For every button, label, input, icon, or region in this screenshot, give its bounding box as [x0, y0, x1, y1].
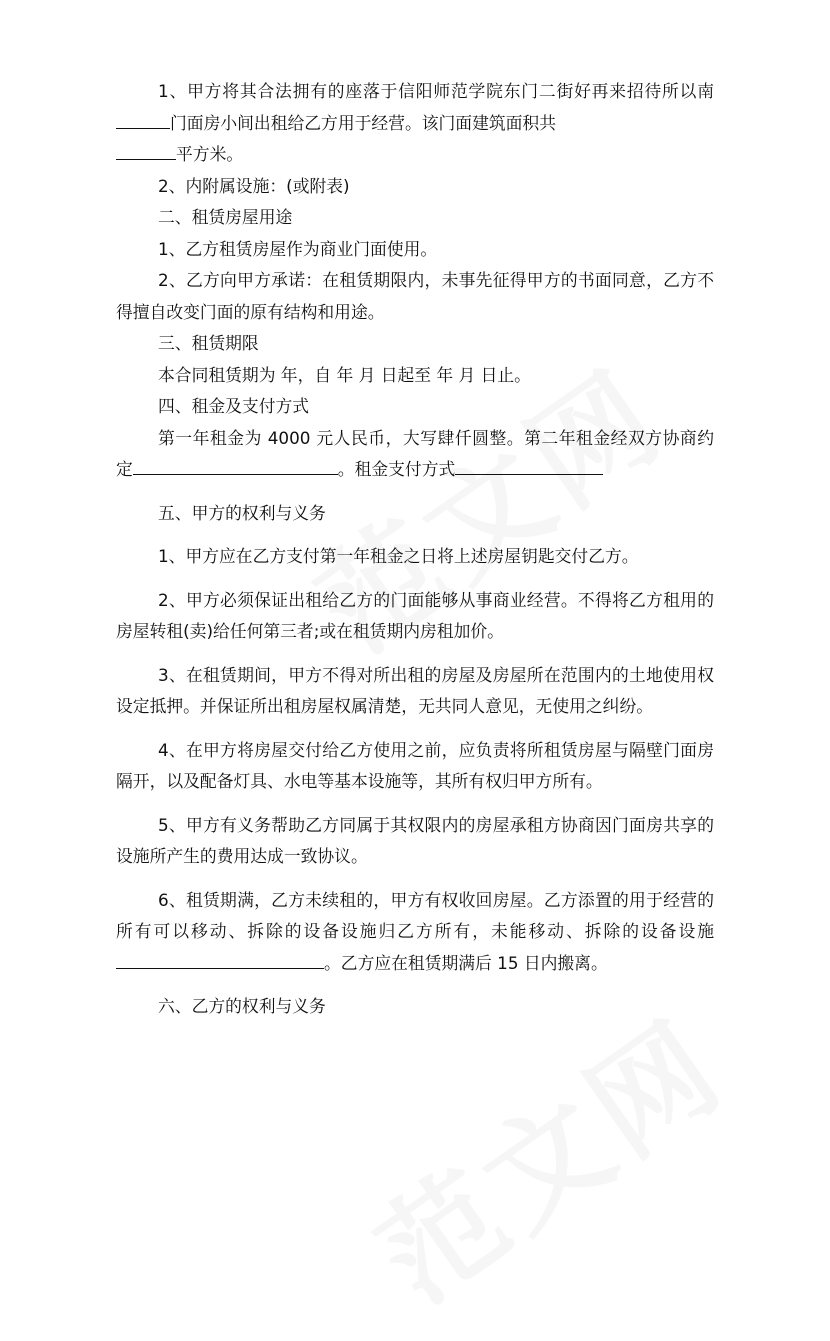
paragraph-text: 。租金支付方式 — [337, 459, 456, 479]
section-heading-party-b: 六、乙方的权利与义务 — [158, 996, 326, 1016]
paragraph-term: 本合同租赁期为 年，自 年 月 日起至 年 月 日止。 — [158, 364, 531, 385]
paragraph-text: 。乙方应在租赁期满后 15 日内搬离。 — [324, 952, 608, 973]
blank-line — [133, 454, 338, 475]
paragraph-text: 6、租赁期满，乙方未续租的，甲方有权收回房屋。乙方添置的用于经营的所有可以移动、拆除的设备设施归乙方所有，未能移动、拆除的设备设施 — [116, 889, 714, 941]
section-heading-use: 二、租赁房屋用途 — [158, 207, 293, 227]
paragraph-use-2: 2、乙方向甲方承诺：在租赁期限内，未事先征得甲方的书面同意，乙方不得擅自改变门面的原有结构和用途。 — [116, 270, 714, 322]
blank-line — [116, 948, 324, 969]
blank-line — [455, 454, 603, 475]
paragraph-text: 第一年租金为 4000 元人民币，大写肆仟圆整。第二年租金经双方协商约定 — [116, 427, 714, 479]
paragraph-party-a-2: 2、甲方必须保证出租给乙方的门面能够从事商业经营。不得将乙方租用的房屋转租(卖)给任何第三者;或在租赁期内房租加价。 — [116, 589, 714, 641]
paragraph-party-a-4: 4、在甲方将房屋交付给乙方使用之前，应负责将所租赁房屋与隔壁门面房隔开，以及配备灯具、水电等基本设施等，其所有权归甲方所有。 — [116, 739, 714, 791]
paragraph-party-a-1: 1、甲方应在乙方支付第一年租金之日将上述房屋钥匙交付乙方。 — [158, 546, 639, 566]
paragraph-text: 门面房小间出租给乙方用于经营。该门面建筑面积共 — [170, 112, 556, 133]
paragraph-facilities: 2、内附属设施：(或附表) — [158, 175, 350, 196]
paragraph-party-a-6 — [116, 885, 714, 980]
paragraph-rent — [116, 423, 714, 486]
paragraph-use-1: 1、乙方租赁房屋作为商业门面使用。 — [158, 238, 438, 259]
section-heading-party-a: 五、甲方的权利与义务 — [158, 502, 326, 523]
watermark-lower — [339, 999, 721, 1341]
paragraph-text: 平方米。 — [176, 144, 244, 164]
blank-line — [116, 139, 176, 160]
paragraph-party-a-5: 5、甲方有义务帮助乙方同属于其权限内的房屋承租方协商因门面房共享的设施所产生的费用达成一致协议。 — [116, 814, 714, 866]
paragraph-party-a-3: 3、在租赁期间，甲方不得对所出租的房屋及房屋所在范围内的土地使用权设定抵押。并保证所出租房屋权属清楚，无共同人意见，无使用之纠纷。 — [116, 664, 714, 716]
section-heading-term: 三、租赁期限 — [158, 333, 259, 353]
paragraph-text: 1、甲方将其合法拥有的座落于信阳师范学院东门二街好再来招待所以南 — [158, 81, 714, 101]
section-heading-rent: 四、租金及支付方式 — [158, 396, 310, 416]
paragraph-location — [116, 76, 714, 171]
document-body — [116, 76, 714, 1023]
watermark-text-lower — [339, 999, 716, 1335]
blank-line — [116, 108, 170, 129]
